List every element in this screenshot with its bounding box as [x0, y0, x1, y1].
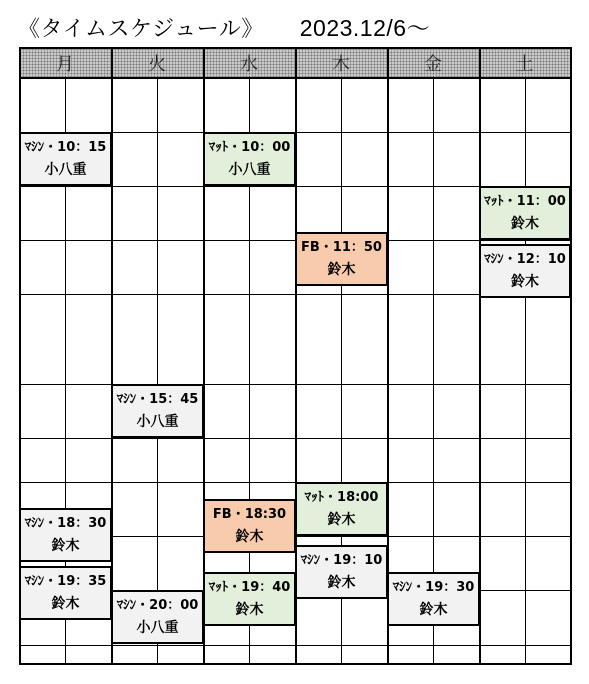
appointment-time: ﾏｼﾝ・10：15: [24, 140, 107, 155]
appointment-block: [479, 244, 571, 298]
appointment-time: ﾏｯﾄ・18:00: [304, 490, 379, 505]
appointment-time: ﾏｯﾄ・10：00: [208, 140, 291, 155]
appointment-name: 鈴木: [511, 216, 539, 232]
appointment-block: [295, 545, 388, 599]
appointment-block: [295, 482, 388, 536]
title-date: 2023.12/6～: [299, 15, 431, 41]
appointment-time: FB・18:30: [212, 507, 287, 522]
appointment-time: FB・11：50: [301, 240, 382, 255]
appointment-time: ﾏｯﾄ・11：00: [484, 194, 566, 209]
appointment-block: [19, 566, 112, 620]
row-line: [19, 438, 571, 439]
appointment-block: [111, 384, 204, 438]
day-header: [203, 48, 295, 78]
appointment-name: 鈴木: [419, 602, 448, 618]
appointment-name: 鈴木: [51, 596, 80, 612]
day-label: 月: [56, 54, 74, 75]
appointment-time: ﾏｯﾄ・19：40: [208, 580, 291, 595]
appointment-block: [19, 132, 112, 186]
appointment-block: [387, 572, 480, 626]
row-line: [19, 384, 571, 385]
day-label: 土: [515, 54, 534, 75]
appointment-block: [203, 572, 296, 626]
appointment-name: 鈴木: [327, 575, 356, 591]
appointment-name: 小八重: [228, 162, 271, 178]
appointment-name: 鈴木: [327, 262, 356, 278]
day-header: [111, 48, 203, 78]
appointment-name: 鈴木: [327, 512, 356, 528]
appointment-time: ﾏｼﾝ・20：00: [116, 598, 199, 613]
appointment-block: [203, 499, 296, 553]
appointment-name: 鈴木: [235, 529, 264, 545]
title-text: 《タイムスケジュール》: [18, 17, 264, 42]
day-header: [479, 48, 570, 78]
appointment-time: ﾏｼﾝ・19：35: [24, 574, 107, 589]
day-header: [19, 48, 111, 78]
day-label: 水: [240, 54, 258, 75]
half-column-line: [157, 78, 158, 663]
day-label: 火: [148, 54, 166, 75]
appointment-name: 小八重: [136, 414, 179, 430]
row-line: [19, 645, 571, 646]
appointment-time: ﾏｼﾝ・15：45: [116, 392, 199, 407]
appointment-block: [479, 186, 571, 240]
day-header: [295, 48, 387, 78]
column-line: [570, 47, 572, 665]
day-header: [387, 48, 479, 78]
appointment-name: 鈴木: [235, 602, 264, 618]
appointment-name: 小八重: [136, 620, 179, 636]
appointment-block: [295, 232, 388, 286]
appointment-name: 小八重: [44, 162, 87, 178]
appointment-time: ﾏｼﾝ・18：30: [24, 516, 107, 531]
half-column-line: [525, 78, 526, 663]
appointment-time: ﾏｼﾝ・12：10: [484, 252, 566, 267]
day-label: 木: [332, 54, 350, 75]
appointment-block: [111, 590, 204, 644]
appointment-name: 鈴木: [511, 274, 539, 290]
appointment-name: 鈴木: [51, 538, 80, 554]
appointment-block: [203, 132, 296, 186]
appointment-time: ﾏｼﾝ・19：10: [300, 553, 383, 568]
appointment-block: [19, 508, 112, 562]
appointment-time: ﾏｼﾝ・19：30: [392, 580, 475, 595]
day-label: 金: [424, 54, 442, 75]
